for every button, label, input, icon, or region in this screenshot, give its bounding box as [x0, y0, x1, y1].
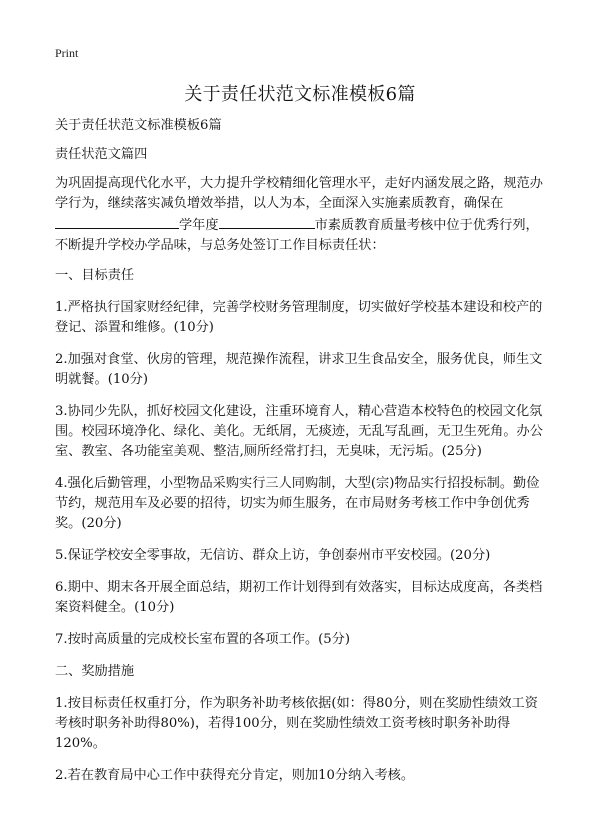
print-link[interactable]: Print [55, 46, 79, 60]
document-body [55, 116, 550, 798]
intro-text-part2: 市素质教育质量考核中位于优秀行列，不断提升学校办学品味，与总务处签订工作目标责任状： [55, 218, 539, 253]
reward-item: 2.若在教育局中心工作中获得充分肯定，则加10分纳入考核。 [55, 768, 415, 783]
blank-line [219, 214, 315, 229]
goal-item: 5.保证学校安全零事故，无信访、群众上访，争创泰州市平安校园。(20分) [55, 548, 491, 563]
section-label: 责任状范文篇四 [55, 147, 148, 162]
document-subtitle: 关于责任状范文标准模板6篇 [55, 118, 222, 133]
intro-text-part1: 为巩固提高现代化水平，大力提升学校精细化管理水平，走好内涵发展之路，规范办学行为，继续落实减负增效举措，以人为本，全面深入实施素质教育，确保在 [55, 176, 543, 211]
blank-line [55, 214, 179, 229]
goal-item: 4.强化后勤管理，小型物品采购实行三人同购制，大型(宗)物品实行招投标制。勤俭节约，规范用车及必要的招待，切实为师生服务，在市局财务考核工作中争创优秀奖。(20分) [55, 476, 540, 531]
reward-item: 1.按目标责任权重打分，作为职务补助考核依据(如：得80分，则在奖励性绩效工资考核时职务补助得80%)，若得100分，则在奖励性绩效工资考核时职务补助得120%。 [55, 696, 538, 751]
intro-year-label: 学年度 [179, 218, 219, 233]
section-heading-rewards: 二、奖励措施 [55, 664, 135, 679]
intro-paragraph [55, 174, 550, 256]
goal-item: 1.严格执行国家财经纪律，完善学校财务管理制度，切实做好学校基本建设和校产的登记、添置和维修。(10分) [55, 300, 543, 335]
goal-item: 2.加强对食堂、伙房的管理，规范操作流程，讲求卫生食品安全，服务优良，师生文明就餐。(10分) [55, 352, 543, 387]
goal-item: 3.协同少先队，抓好校园文化建设，注重环境育人，精心营造本校特色的校园文化氛围。校园环境净化、绿化、美化。无纸屑，无痰迹，无乱写乱画，无卫生死角。办公室、教室、各功能室美观、整洁,厕所经常打扫，无臭味，无污垢。(25分) [55, 404, 543, 459]
goal-item: 6.期中、期末各开展全面总结，期初工作计划得到有效落实，目标达成度高，各类档案资料健全。(10分) [55, 580, 543, 615]
goal-item: 7.按时高质量的完成校长室布置的各项工作。(5分) [55, 632, 351, 647]
document-title: 关于责任状范文标准模板6篇 [184, 84, 416, 105]
section-heading-goals: 一、目标责任 [55, 268, 135, 283]
